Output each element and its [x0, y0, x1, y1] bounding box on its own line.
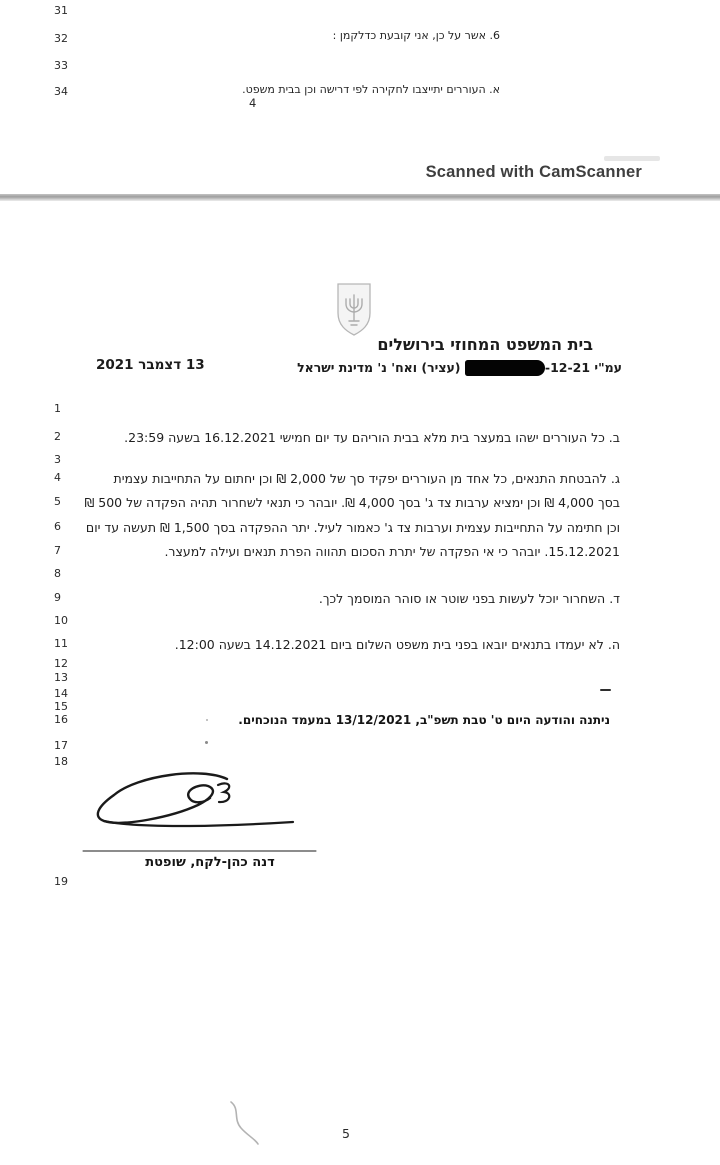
clause-c-line4: 15.12.2021. יובהר כי אי הפקדה של יתרת הסכום תהווה הפרת תנאים ועילה למעצר.: [164, 544, 620, 559]
margin-line-number: 4: [54, 471, 61, 484]
margin-line-number: 2: [54, 430, 61, 443]
clause-d-text: ד. השחרור יוכל לעשות בפני שוטר או סוהר המוסמך לכך.: [318, 591, 620, 606]
margin-line-number: 7: [54, 544, 61, 557]
given-statement: ניתנה והודעה היום ט' טבת תשפ"ב, 13/12/2021 במעמד הנוכחים.: [238, 713, 610, 727]
case-number-line: [297, 360, 622, 376]
margin-line-number: 17: [54, 739, 68, 752]
pen-mark: [213, 1098, 263, 1154]
judge-name: דנה כהן-לקח, שופטת: [145, 855, 275, 870]
margin-line-number: 11: [54, 637, 68, 650]
case-number: -12-21: [465, 360, 590, 375]
clause-c-line1: ג. להבטחת התנאים, כל אחד מן העוררים יפקיד סך של 2,000 ₪ וכן יחתום על התחייבות עצמית: [113, 471, 620, 486]
page-divider: [0, 194, 720, 201]
margin-line-number: 6: [54, 520, 61, 533]
stray-dash-mark: [600, 689, 611, 691]
redaction-box: [465, 360, 545, 376]
clause-c-line2: בסך 4,000 ₪ וכן ימציא ערבות צד ג' בסך 4,000 ₪. יובהר כי תנאי לשחרור תהיה הפקדה של 500 ₪: [84, 495, 620, 510]
court-name: בית המשפט המחוזי בירושלים: [377, 335, 593, 354]
margin-line-number: 13: [54, 671, 68, 684]
margin-line-number: 34: [54, 85, 68, 98]
case-prefix: עמ"י: [594, 360, 622, 375]
scan-artifact-mark: [604, 156, 660, 161]
margin-line-number: 12: [54, 657, 68, 670]
margin-line-number: 8: [54, 567, 61, 580]
page-number-5: 5: [342, 1126, 350, 1141]
margin-line-number: 10: [54, 614, 68, 627]
margin-line-number: 19: [54, 875, 68, 888]
margin-line-number: 15: [54, 700, 68, 713]
margin-line-number: 9: [54, 591, 61, 604]
decision-date: 13 דצמבר 2021: [96, 357, 205, 373]
scan-speck: [205, 741, 208, 744]
margin-line-number: 31: [54, 4, 68, 17]
margin-line-number: 3: [54, 453, 61, 466]
margin-line-number: 32: [54, 32, 68, 45]
margin-line-number: 18: [54, 755, 68, 768]
clause-b-text: ב. כל העוררים ישהו במעצר בית מלא בבית הוריהם עד יום חמישי 16.12.2021 בשעה 23:59.: [124, 430, 620, 445]
scan-speck: [206, 719, 208, 721]
margin-line-number: 1: [54, 402, 61, 415]
case-parties: (עציר) ואח' נ' מדינת ישראל: [297, 360, 461, 375]
clause-a-text: א. העוררים יתייצבו לחקירה לפי דרישה וכן בבית משפט.: [242, 83, 500, 96]
margin-line-number: 5: [54, 495, 61, 508]
margin-line-number: 16: [54, 713, 68, 726]
israel-state-emblem-icon: [333, 282, 375, 342]
clause-c-line3: וכן חתימה על התחייבות עצמית וערבות צד ג' כאמור לעיל. יתר ההפקדה בסך 1,500 ₪ תעשה עד יום: [85, 520, 620, 535]
margin-line-number: 33: [54, 59, 68, 72]
handwritten-signature-icon: [80, 765, 320, 864]
margin-line-number: 14: [54, 687, 68, 700]
clause-e-text: ה. לא יעמדו בתנאים יובאו בפני בית משפט השלום ביום 14.12.2021 בשעה 12:00.: [174, 637, 620, 652]
page-number-4: 4: [249, 96, 257, 110]
camscanner-watermark: Scanned with CamScanner: [425, 163, 642, 181]
clause-6-text: 6. אשר על כן, אני קובעת כדלקמן :: [332, 29, 500, 42]
